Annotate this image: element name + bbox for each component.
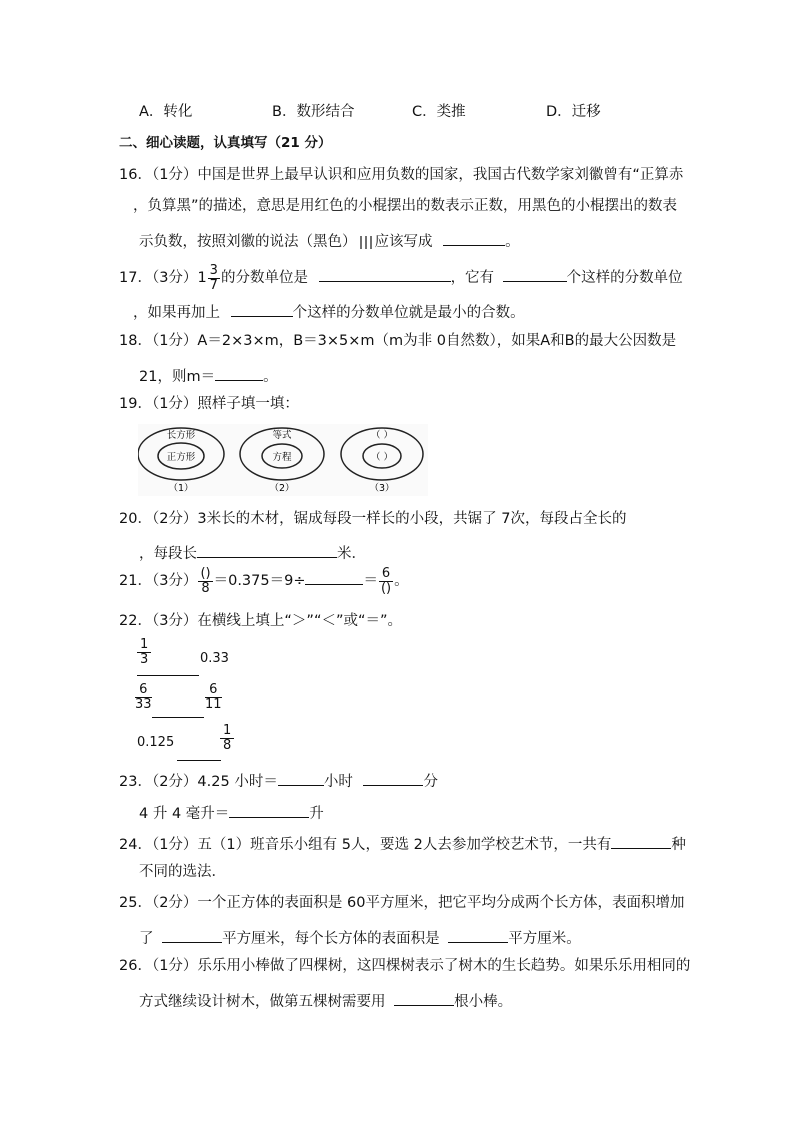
q20-text: ，每段长 [139,546,197,562]
q24-line1 [119,834,686,853]
q20-end: 米． [337,546,366,562]
q22-text: 22．（3分）在横线上填上“＞”“＜”或“＝”。 [119,613,402,629]
q22-r2b-num: 6 [205,683,222,698]
q23-text3: 分 [423,774,438,790]
q17-blank1[interactable] [319,267,451,282]
q24-line2: 不同的选法． [139,864,226,880]
q22-r3-den: 8 [223,737,232,753]
q23-text1: 23．（2分）4.25 小时＝ [119,774,278,790]
q17-text2: ，它有 [450,270,495,287]
q17-den: 7 [209,277,218,293]
q22-r2b-den: 11 [205,696,222,712]
q22-r3-blank[interactable] [177,760,221,761]
q20-line1: 20．（2分）3米长的木材，锯成每段一样长的小段，共锯了 7次，每段占全长的 [119,511,627,527]
q25-text2: 平方厘米，每个长方体的表面积是 [222,931,440,947]
q25-blank1[interactable] [162,928,222,943]
q22-r3-value: 0.125 [137,735,175,750]
q23-line1 [119,771,438,790]
q16-end: 。 [505,234,520,250]
diagram2-caption: （2） [269,483,295,494]
q17-blank3[interactable] [231,302,293,317]
option-c: C．类推 [412,104,466,120]
q26-text1: 方式继续设计树木，做第五棵树需要用 [139,994,386,1010]
q23-text5: 升 [309,806,324,822]
q20-line2 [139,543,366,562]
q25-line2 [139,928,581,947]
q22-r1-fraction [137,638,151,666]
q25-line1: 25．（2分）一个正方体的表面积是 60平方厘米，把它平均分成两个长方体，表面积增加 [119,895,685,911]
q17-text5: 个这样的分数单位就是最小的合数。 [292,305,525,321]
q22-r1-den: 3 [140,651,149,667]
q16-line2: ，负算黑”的描述，意思是用红色的小棍摆出的数表示正数，用黑色的小棍摆出的数表 [133,198,678,214]
q24-text2: 种 [671,837,686,853]
q18-end: 。 [263,369,278,385]
q17-line1 [119,264,683,292]
diagram3-outer-label[interactable]: （ ） [370,430,394,441]
q23-blank2[interactable] [363,771,423,786]
diagram3-inner-label[interactable]: （ ） [370,452,394,463]
q16-text2: 应该写成 [374,234,433,250]
q22-r3-fraction [220,724,234,752]
option-d: D．迁移 [546,104,601,120]
q21-mid: ＝0.375＝9÷ [213,573,306,590]
q21-end: 。 [394,573,409,590]
diagram2-inner-label: 方程 [272,452,292,463]
rod-numeral-icon [359,236,373,249]
diagram1-outer-label: 长方形 [166,430,196,441]
q23-blank3[interactable] [229,803,309,818]
diagram3-caption: （3） [369,483,395,494]
q16-line3 [139,231,520,250]
q18-blank[interactable] [215,366,263,381]
q17-text3: 个这样的分数单位 [566,270,683,287]
option-b: B．数形结合 [272,104,355,120]
q22-r2a-num: 6 [135,683,152,698]
q17-text1: 的分数单位是 [220,270,308,287]
q16-answer-blank[interactable] [443,231,505,246]
q26-blank[interactable] [394,991,454,1006]
q21-blank[interactable] [305,570,363,585]
q23-text2: 小时 [323,774,353,790]
q17-prefix: 17．（3分） [119,270,198,287]
q22-r1-blank[interactable] [137,675,199,676]
q17-line2 [133,302,525,321]
diagram2-outer-label: 等式 [272,430,292,441]
q22-r3-num: 1 [220,724,234,739]
q18-line2 [139,366,278,385]
option-a: A．转化 [139,104,193,120]
q23-text4: 4 升 4 毫升＝ [139,806,230,822]
q21-f1-den: 8 [201,580,210,596]
q24-blank[interactable] [611,834,671,849]
q26-text2: 根小棒。 [454,994,513,1010]
q20-blank[interactable] [197,543,337,558]
q17-fraction [208,264,220,292]
q21-prefix: 21．（3分） [119,573,198,590]
q21-f2-den[interactable]: () [380,580,392,596]
q19-text: 19．（1分）照样子填一填： [119,396,299,412]
q22-r2-blank[interactable] [152,717,204,718]
q21-f1-num[interactable]: () [200,566,211,581]
q23-line2 [139,803,324,822]
q17-num: 3 [209,263,218,278]
q25-text1: 了 [139,931,154,947]
q22-r2a-fraction [135,683,152,711]
q21-fraction2 [379,567,393,595]
q21-eq: ＝ [363,573,378,590]
q17-text4: ，如果再加上 [133,305,220,321]
q16-line1: 16．（1分）中国是世界上最早认识和应用负数的国家，我国古代数学家刘徽曾有“正算赤 [119,167,684,183]
q21-line [119,567,409,595]
q22-r1-num: 1 [137,638,151,653]
q17-whole: 1 [197,270,207,287]
section-title: 二、细心读题，认真填写（21 分） [119,135,332,151]
diagram1-inner-label: 正方形 [166,452,196,463]
q22-r2b-fraction [205,683,222,711]
q26-line1: 26．（1分）乐乐用小棒做了四棵树，这四棵树表示了树木的生长趋势。如果乐乐用相同的 [119,958,691,974]
q24-text1: 24．（1分）五（1）班音乐小组有 5人，要选 2人去参加学校艺术节，一共有 [119,837,612,853]
diagram1-caption: （1） [168,483,194,494]
q21-fraction1 [198,567,212,595]
q16-text: 示负数，按照刘徽的说法（黑色） [139,234,357,250]
q25-text3: 平方厘米。 [508,931,581,947]
q21-f2-num: 6 [379,567,393,582]
q18-line1: 18．（1分）A＝2×3×m，B＝3×5×m（m为非 0自然数），如果A和B的最大公因数是 [119,333,677,349]
q17-blank2[interactable] [503,267,567,282]
q23-blank1[interactable] [278,771,324,786]
q26-line2 [139,991,512,1010]
q18-text: 21，则m＝ [139,369,216,385]
q19-diagrams [138,424,428,496]
q25-blank2[interactable] [448,928,508,943]
q22-r1-value: 0.33 [200,651,229,666]
q22-r2a-den: 33 [135,696,152,712]
